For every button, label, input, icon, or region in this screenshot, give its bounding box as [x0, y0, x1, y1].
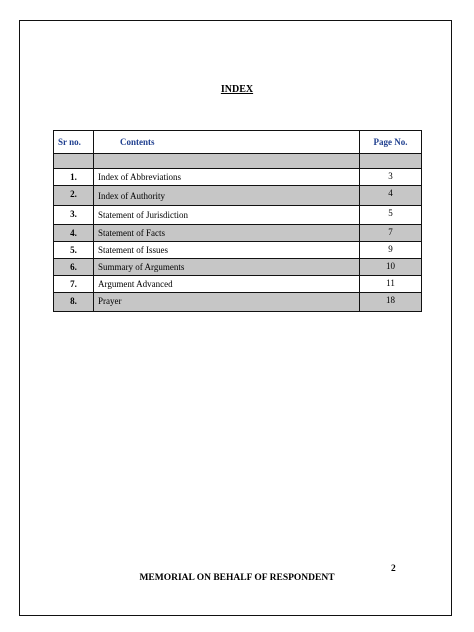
table-row — [54, 276, 422, 293]
row-content: Summary of Arguments — [94, 259, 360, 276]
table-row — [54, 169, 422, 186]
header-contents: Contents — [94, 131, 360, 154]
table-row — [54, 186, 422, 206]
row-number: 2. — [54, 186, 94, 206]
index-title: INDEX — [220, 84, 254, 95]
row-number: 8. — [54, 293, 94, 312]
row-content: Argument Advanced — [94, 276, 360, 293]
footer-text: MEMORIAL ON BEHALF OF RESPONDENT — [139, 573, 335, 583]
row-page: 11 — [360, 276, 422, 293]
row-number: 4. — [54, 225, 94, 242]
row-content: Index of Abbreviations — [94, 169, 360, 186]
table-spacer-row — [54, 154, 422, 169]
row-content: Statement of Issues — [94, 242, 360, 259]
row-page: 10 — [360, 259, 422, 276]
row-number: 7. — [54, 276, 94, 293]
table-row — [54, 293, 422, 312]
row-number: 6. — [54, 259, 94, 276]
page-number: 2 — [391, 564, 396, 574]
row-number: 1. — [54, 169, 94, 186]
table-row — [54, 206, 422, 225]
row-content: Statement of Facts — [94, 225, 360, 242]
row-page: 7 — [360, 225, 422, 242]
row-content: Index of Authority — [94, 186, 360, 206]
table-header-row — [54, 131, 422, 154]
row-number: 5. — [54, 242, 94, 259]
page-border — [19, 20, 452, 616]
row-page: 9 — [360, 242, 422, 259]
row-page: 5 — [360, 206, 422, 225]
row-number: 3. — [54, 206, 94, 225]
row-content: Statement of Jurisdiction — [94, 206, 360, 225]
table-row — [54, 225, 422, 242]
table-row — [54, 259, 422, 276]
index-table — [53, 130, 422, 312]
header-sr-no: Sr no. — [54, 131, 94, 154]
row-content: Prayer — [94, 293, 360, 312]
row-page: 3 — [360, 169, 422, 186]
header-page-no: Page No. — [360, 131, 422, 154]
row-page: 4 — [360, 186, 422, 206]
row-page: 18 — [360, 293, 422, 312]
table-row — [54, 242, 422, 259]
